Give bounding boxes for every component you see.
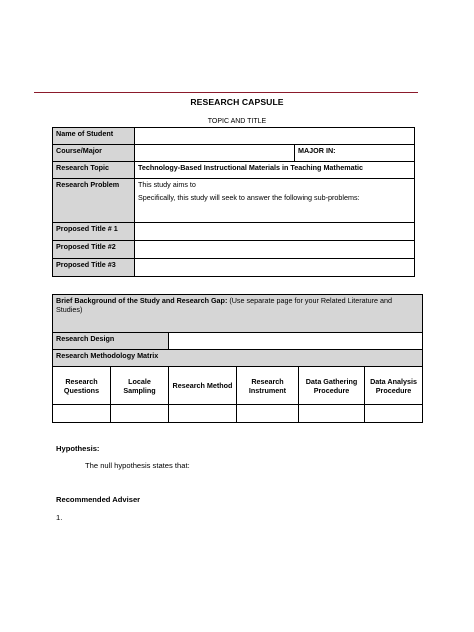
hypothesis-heading: Hypothesis: [56,444,100,453]
hypothesis-text: The null hypothesis states that: [85,461,190,470]
problem-line-1: This study aims to [138,180,196,189]
background-label: Brief Background of the Study and Research Gap: [56,296,228,305]
matrix-cell-questions[interactable] [53,405,111,423]
page-subtitle: TOPIC AND TITLE [207,118,267,125]
matrix-cell-method[interactable] [169,405,237,423]
matrix-header-questions: Research Questions [53,367,111,405]
problem-line-2: Specifically, this study will seek to answer the following sub-problems: [138,193,360,202]
matrix-header-analysis: Data Analysis Procedure [365,367,423,405]
background-label-cell [53,295,423,333]
matrix-header-gathering: Data Gathering Procedure [299,367,365,405]
name-label: Name of Student [53,128,135,145]
student-info-table [52,127,415,277]
matrix-cell-analysis[interactable] [365,405,423,423]
background-table [52,294,423,423]
title3-field[interactable] [135,259,415,277]
matrix-header-locale: Locale Sampling [111,367,169,405]
design-label: Research Design [53,333,169,350]
title1-label: Proposed Title # 1 [53,223,135,241]
course-label: Course/Major [53,145,135,162]
problem-field[interactable] [135,179,415,223]
topic-label: Research Topic [53,162,135,179]
design-field[interactable] [169,333,423,350]
matrix-header-method: Research Method [169,367,237,405]
topic-value: Technology-Based Instructional Materials in Teaching Mathematic [135,162,415,179]
major-label: MAJOR IN: [295,145,415,162]
adviser-heading: Recommended Adviser [56,495,141,504]
title2-field[interactable] [135,241,415,259]
problem-label: Research Problem [53,179,135,223]
background-note: (Use separate page for your Related Literature and Studies) [56,296,392,314]
matrix-header-instrument: Research Instrument [237,367,299,405]
matrix-cell-instrument[interactable] [237,405,299,423]
adviser-item-1: 1. [56,513,63,522]
page-title: RESEARCH CAPSULE [190,97,284,107]
matrix-cell-gathering[interactable] [299,405,365,423]
title1-field[interactable] [135,223,415,241]
name-field[interactable] [135,128,415,145]
matrix-label: Research Methodology Matrix [53,350,423,367]
matrix-cell-locale[interactable] [111,405,169,423]
course-field[interactable] [135,145,295,162]
header-rule [34,92,418,93]
title3-label: Proposed Title #3 [53,259,135,277]
title2-label: Proposed Title #2 [53,241,135,259]
